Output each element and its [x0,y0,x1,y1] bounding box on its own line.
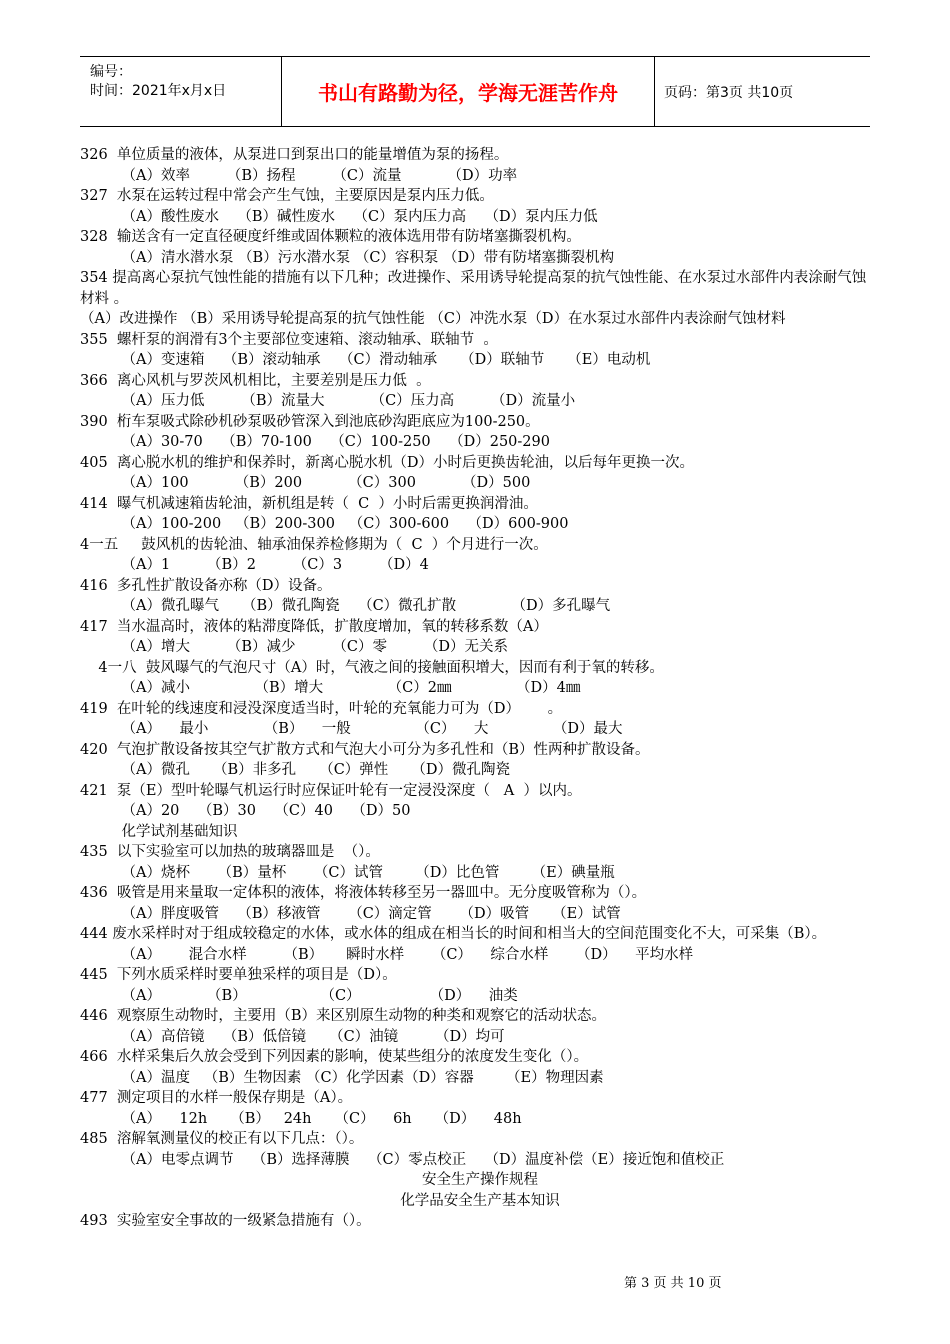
text-line: 326 单位质量的液体，从泵进口到泵出口的能量增值为泵的扬程。 [80,147,509,163]
number-label: 编号： [90,64,132,80]
text-line: （A）温度 （B）生物因素 （C）化学因素（D）容器 （E）物理因素 [80,1069,604,1086]
text-line: 444 废水采样时对于组成较稳定的水体，或水体的组成在相当长的时间和相当大的空间范围变化不大，可采集（B）。 [80,926,827,942]
text-line: 355 螺杆泵的润滑有3个主要部位变速箱、滚动轴承、联轴节 。 [80,331,498,348]
text-line: 414 曝气机减速箱齿轮油，新机组是转（ C ）小时后需更换润滑油。 [80,495,538,512]
text-line: 445 下列水质采样时要单独采样的项目是（D）。 [80,967,397,983]
text-line: 446 观察原生动物时，主要用（B）来区别原生动物的种类和观察它的活动状态。 [80,1008,607,1024]
text-line: 390 桁车泵吸式除砂机砂泵吸砂管深入到池底砂沟距底应为100-250。 [80,413,540,430]
text-line: （A） （B） （C） （D） 油类 [80,987,518,1004]
section-heading: 化学试剂基础知识 [80,823,238,840]
text-line: （A）改进操作 （B）采用诱导轮提高泵的抗气蚀性能 （C）冲洗水泵（D）在水泵过水部件内表涂耐气蚀材料 [80,311,786,327]
text-line: 435 以下实验室可以加热的玻璃器皿是 （）。 [80,844,380,860]
text-line: （A） 最小 （B） 一般 （C） 大 （D）最大 [80,721,623,737]
text-line: 417 当水温高时，液体的粘滞度降低，扩散度增加，氧的转移系数（A） [80,618,548,635]
document-body [80,145,880,1232]
text-line: 419 在叶轮的线速度和浸没深度适当时，叶轮的充氧能力可为（D） 。 [80,700,563,717]
text-line: 436 吸管是用来量取一定体积的液体，将液体转移至另一器皿中。无分度吸管称为（）。 [80,885,647,901]
text-line: （A）电零点调节 （B）选择薄膜 （C）零点校正 （D）温度补偿（E）接近饱和值校正 [80,1151,725,1168]
text-line: 366 离心风机与罗茨风机相比，主要差别是压力低 。 [80,372,431,389]
text-line: 421 泵（E）型叶轮曝气机运行时应保证叶轮有一定浸没深度（ A ）以内。 [80,782,582,799]
text-line: （A）20 （B）30 （C）40 （D）50 [80,803,411,819]
text-line: （A）100-200 （B）200-300 （C）300-600 （D）600-900 [80,516,569,532]
text-line: （A）30-70 （B）70-100 （C）100-250 （D）250-290 [80,434,550,450]
header-page-label: 页码：第3页 共10页 [664,84,794,101]
text-line: （A） 混合水样 （B） 瞬时水样 （C） 综合水样 （D） 平均水样 [80,946,694,963]
text-line: 405 离心脱水机的维护和保养时，新离心脱水机（D）小时后更换齿轮油，以后每年更换一次。 [80,454,695,471]
text-line: 420 气泡扩散设备按其空气扩散方式和气泡大小可分为多孔性和（B）性两种扩散设备。 [80,741,650,758]
text-line: 354 提高离心泵抗气蚀性能的措施有以下几种；改进操作、采用诱导轮提高泵的抗气蚀性能、在水泵过水部件内表涂耐气蚀材料 。 [80,270,867,307]
text-line: （A） 12h （B） 24h （C） 6h （D） 48h [80,1110,522,1127]
text-line: （A）100 （B）200 （C）300 （D）500 [80,475,531,491]
text-line: 328 输送含有一定直径硬度纤维或固体颗粒的液体选用带有防堵塞撕裂机构。 [80,229,581,245]
text-line: （A）压力低 （B）流量大 （C）压力高 （D）流量小 [80,393,576,409]
text-line: （A）高倍镜 （B）低倍镜 （C）油镜 （D）均可 [80,1028,505,1045]
text-line: （A）增大 （B）减少 （C）零 （D）无关系 [80,639,508,655]
text-line: （A）微孔 （B）非多孔 （C）弹性 （D）微孔陶瓷 [80,762,510,778]
text-line: （A）1 （B）2 （C）3 （D）4 [80,557,429,573]
text-line: 416 多孔性扩散设备亦称（D）设备。 [80,577,332,594]
page-footer: 第 3 页 共 10 页 [624,1276,722,1291]
text-line: 327 水泵在运转过程中常会产生气蚀，主要原因是泵内压力低。 [80,188,494,204]
header-meta [80,57,282,126]
text-line: 4一八 鼓风曝气的气泡尺寸（A）时，气液之间的接触面积增大，因而有利于氧的转移。 [80,659,664,676]
text-line: 466 水样采集后久放会受到下列因素的影响，使某些组分的浓度发生变化（）。 [80,1049,589,1065]
text-line: （A）清水潜水泵 （B）污水潜水泵 （C）容积泵 （D）带有防堵塞撕裂机构 [80,249,615,266]
text-line: （A）烧杯 （B）量杯 （C）试管 （D）比色管 （E）碘量瓶 [80,864,615,881]
section-heading: 安全生产操作规程 [422,1172,538,1188]
text-line: （A）微孔曝气 （B）微孔陶瓷 （C）微孔扩散 （D）多孔曝气 [80,598,611,614]
text-line: （A）减小 （B）增大 （C）2㎜ （D）4㎜ [80,680,581,696]
header-motto: 书山有路勤为径，学海无涯苦作舟 [282,57,655,126]
text-line: 4一五 鼓风机的齿轮油、轴承油保养检修期为（ C ）个月进行一次。 [80,536,548,553]
text-line: （A）胖度吸管 （B）移液管 （C）滴定管 （D）吸管 （E）试管 [80,905,621,922]
section-heading: 化学品安全生产基本知识 [400,1192,560,1209]
text-line: 485 溶解氧测量仪的校正有以下几点：（）。 [80,1131,364,1147]
time-label: 时间：2021年x月x日 [90,83,227,99]
text-line: （A）酸性废水 （B）碱性废水 （C）泵内压力高 （D）泵内压力低 [80,208,598,225]
text-line: 477 测定项目的水样一般保存期是（A）。 [80,1090,353,1106]
text-line: 493 实验室安全事故的一级紧急措施有（）。 [80,1213,371,1229]
page-header [80,56,870,127]
text-line: （A）变速箱 （B）滚动轴承 （C）滑动轴承 （D）联轴节 （E）电动机 [80,352,651,368]
text-line: （A）效率 （B）扬程 （C）流量 （D）功率 [80,167,518,184]
